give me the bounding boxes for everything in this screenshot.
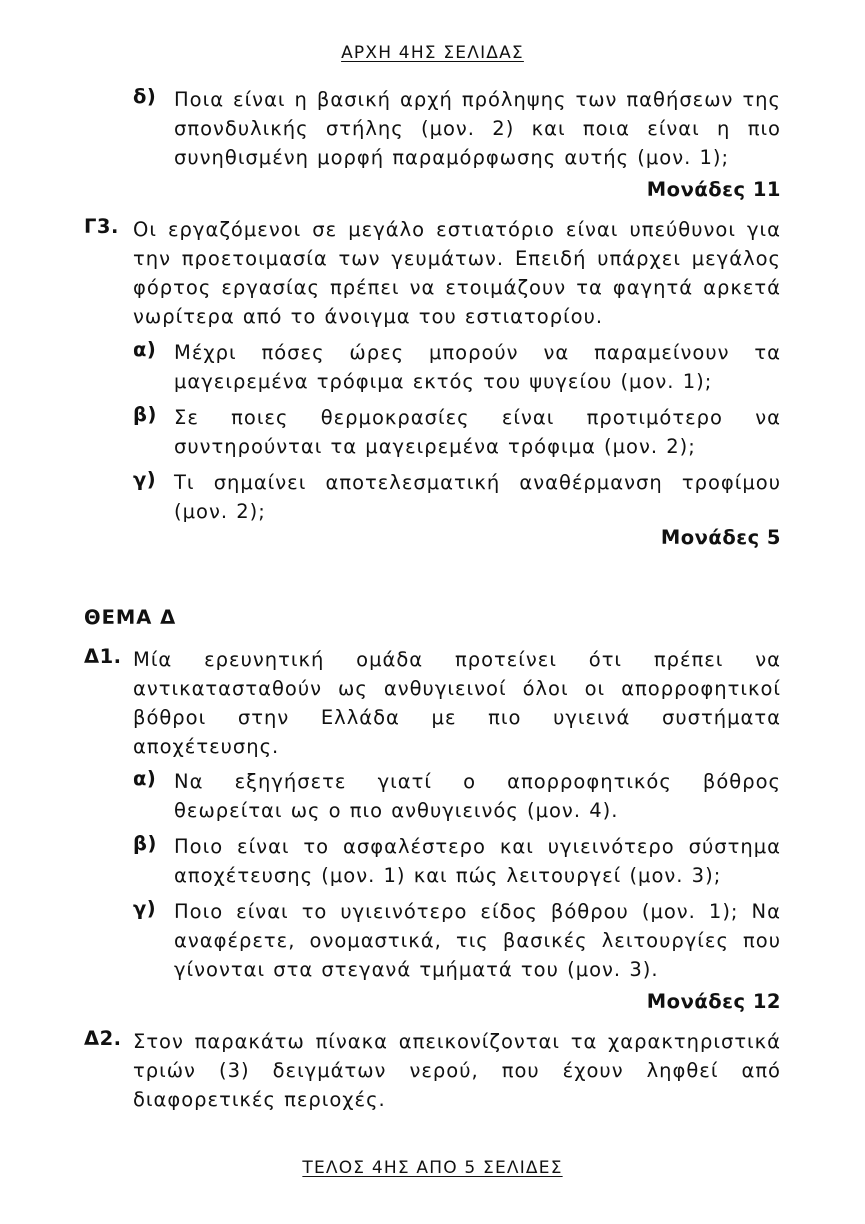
d1-marks: Μονάδες 12 <box>646 990 781 1013</box>
g2-d-text: Ποια είναι η βασική αρχή πρόληψης των παθήσεων της σπονδυλικής στήλης (μον. 2) και ποια είναι η πιο συνηθισμένη μορφή παραμόρφωσης αυτής (μον. 1); <box>174 88 781 169</box>
d2-text: Στον παρακάτω πίνακα απεικονίζονται τα χαρακτηριστικά τριών (3) δειγμάτων νερού, που έχουν ληφθεί από διαφορετικές περιοχές. <box>133 1030 781 1111</box>
page-header: ΑΡΧΗ 4ΗΣ ΣΕΛΙΔΑΣ <box>341 43 524 63</box>
g3-a-label: α) <box>133 338 157 361</box>
page-footer: ΤΕΛΟΣ 4ΗΣ ΑΠΟ 5 ΣΕΛΙΔΕΣ <box>302 1158 563 1178</box>
g2-marks: Μονάδες 11 <box>646 178 781 201</box>
g3-marks: Μονάδες 5 <box>660 526 781 549</box>
d1-c-label: γ) <box>133 897 157 920</box>
g3-label: Γ3. <box>84 215 119 238</box>
g3-c-text: Τι σημαίνει αποτελεσματική αναθέρμανση τροφίμου (μον. 2); <box>174 471 781 523</box>
d2-label: Δ2. <box>84 1027 122 1050</box>
d1-a-text: Να εξηγήσετε γιατί ο απορροφητικός βόθρος θεωρείται ως ο πιο ανθυγιεινός (μον. 4). <box>174 770 781 822</box>
theme-title: ΘΕΜΑ Δ <box>84 606 177 629</box>
d1-b-text: Ποιο είναι το ασφαλέστερο και υγιεινότερο σύστημα αποχέτευσης (μον. 1) και πώς λειτουργεί (μον. 3); <box>174 835 781 887</box>
g2-d-label: δ) <box>133 85 157 108</box>
g3-intro: Οι εργαζόμενοι σε μεγάλο εστιατόριο είναι υπεύθυνοι για την προετοιμασία των γευμάτων. Επειδή υπάρχει μεγάλος φόρτος εργασίας πρέπει να ετοιμάζουν τα φαγητά αρκετά νωρίτερα από το άνοιγμα του εστιατορίου. <box>133 218 781 328</box>
g3-b-label: β) <box>133 403 157 426</box>
d1-intro: Μία ερευνητική ομάδα προτείνει ότι πρέπει να αντικατασταθούν ως ανθυγιεινοί όλοι οι απορροφητικοί βόθροι στην Ελλάδα με πιο υγιεινά συστήματα αποχέτευσης. <box>133 648 781 758</box>
d1-b-label: β) <box>133 832 157 855</box>
g3-c-label: γ) <box>133 468 157 491</box>
d1-c-text: Ποιο είναι το υγιεινότερο είδος βόθρου (μον. 1); Να αναφέρετε, ονομαστικά, τις βασικές λειτουργίες που γίνονται στα στεγανά τμήματά του (μον. 3). <box>174 900 781 981</box>
g3-a-text: Μέχρι πόσες ώρες μπορούν να παραμείνουν τα μαγειρεμένα τρόφιμα εκτός του ψυγείου (μον. 1); <box>174 341 781 393</box>
d1-label: Δ1. <box>84 645 122 668</box>
d1-a-label: α) <box>133 767 157 790</box>
g3-b-text: Σε ποιες θερμοκρασίες είναι προτιμότερο να συντηρούνται τα μαγειρεμένα τρόφιμα (μον. 2); <box>174 406 781 458</box>
